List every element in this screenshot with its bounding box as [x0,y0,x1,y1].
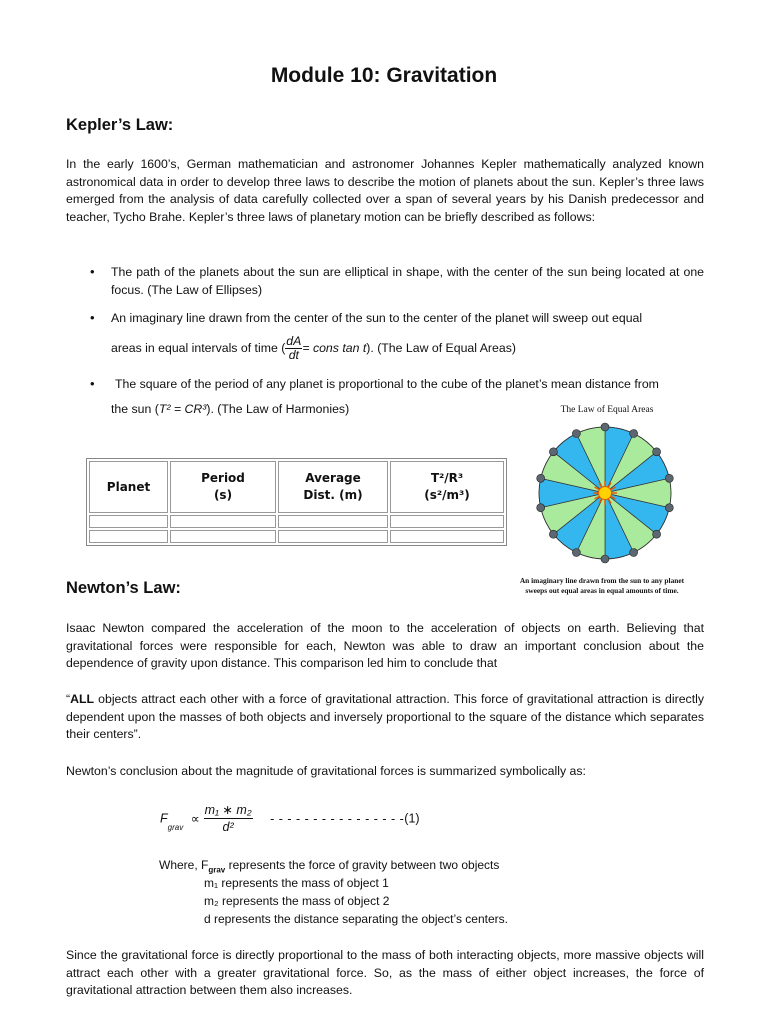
planet-marker [549,448,557,456]
caption-line: An imaginary line drawn from the sun to any planet [519,576,685,585]
kepler-law-harmonies-line2 [111,402,349,416]
planet-marker [653,530,661,538]
figure-caption [500,576,704,596]
bullet-marker: • [90,376,95,391]
fraction-denominator: d² [222,820,234,834]
planet-marker [549,530,557,538]
text: represents the force of gravity between two objects [225,858,500,872]
table-cell [89,515,168,528]
header-cell-ratio [390,461,504,513]
equation-number: (1) [404,811,420,826]
fraction-numerator: dA [286,334,302,348]
header-label: Average [305,471,361,485]
kepler-law-ellipses: The path of the planets about the sun are elliptical in shape, with the center of the sun being located at one focus. (The Law of Ellipses) [111,265,704,297]
gravitation-formula [160,802,420,835]
figure-title: The Law of Equal Areas [560,405,654,415]
table-row [89,530,504,543]
newton-summary: Newton’s conclusion about the magnitude of gravitational forces is summarized symbolically as: [66,764,586,778]
quote-text: objects attract each other with a force of gravitational attraction. This force of gravitational attraction is directly dependent upon the masses of both objects and inversely proportional to the square of the distance which separates their centers”. [66,692,704,742]
formula-subscript: grav [167,822,184,832]
sun-icon [599,487,612,500]
text: Where, F [159,858,209,872]
header-cell-distance [278,461,388,513]
text: the sun ( [111,402,159,416]
kepler-law-areas-line1: An imaginary line drawn from the center of the sun to the center of the planet will sweep out equal [111,311,643,325]
planet-marker [601,423,609,431]
table-cell [390,530,504,543]
planet-marker [572,430,580,438]
header-unit: (s²/m³) [424,488,470,502]
header-cell-period [170,461,276,513]
table-cell [278,530,388,543]
header-label: Period [201,471,245,485]
where-line-2: m₁ represents the mass of object 1 [204,876,389,890]
planet-marker [665,474,673,482]
newton-heading: Newton’s Law: [66,579,181,597]
planet-marker [630,549,638,557]
table-header-row [89,461,504,513]
table-row [89,515,504,528]
kepler-law-areas-line2 [111,335,516,362]
newton-closing: Since the gravitational force is directly proportional to the mass of both interacting objects, more massive objects will attract each other with a greater gravitational force. So, as the mass of either object increases, the force of gravitational attraction between them also increases. [66,948,704,998]
text: ). (The Law of Harmonies) [206,402,350,416]
planet-marker [665,504,673,512]
text: areas in equal intervals of time ( [111,340,286,355]
bullet-marker: • [90,310,95,325]
proportional-symbol: ∝ [190,812,200,826]
header-cell-planet [89,461,168,513]
text: ). (The Law of Equal Areas) [366,340,516,355]
table-cell [390,515,504,528]
kepler-intro: In the early 1600’s, German mathematician and astronomer Johannes Kepler mathematically analyzed known astronomical data in order to develop three laws to describe the motion of planets about the sun. Kepler’s three laws emerged from the analysis of data carefully collected over a span of several years by his Danish predecessor and teacher, Tycho Brahe. Kepler’s three laws of planetary motion can be briefly described as follows: [66,157,704,225]
planet-marker [572,549,580,557]
where-line-4: d represents the distance separating the object’s centers. [204,912,508,926]
bullet-marker: • [90,264,95,279]
header-unit: (s) [213,488,233,502]
subscript: grav [208,865,226,875]
page-title: Module 10: Gravitation [270,64,498,87]
harmonies-formula: T² = CR³ [158,402,207,416]
header-label: T²/R³ [430,471,464,485]
planet-marker [601,555,609,563]
leader-dashes: - - - - - - - - - - - - - - - - [270,811,405,826]
planet-marker [653,448,661,456]
newton-intro: Isaac Newton compared the acceleration of the moon to the acceleration of objects on earth. Believing that gravitational forces were responsible for each, Newton was able to draw an important conclusion about the dependence of gravity upon distance. This comparison led him to conclude that [66,621,704,671]
newton-quote [66,691,704,744]
formula-lhs: F [160,811,168,826]
planet-marker [537,504,545,512]
caption-line: sweeps out equal areas in equal amounts of time. [525,586,679,595]
equal-areas-diagram [515,415,695,575]
where-line-3: m₂ represents the mass of object 2 [204,894,390,908]
planet-data-table [86,458,507,546]
kepler-heading: Kepler’s Law: [66,116,174,134]
da-dt-fraction [285,335,302,362]
planet-marker [537,474,545,482]
table-cell [170,515,276,528]
formula-fraction [204,802,253,835]
quote-emphasis: ALL [70,692,95,706]
fraction-numerator: m₁ ∗ m₂ [204,803,252,817]
kepler-law-harmonies-line1: The square of the period of any planet is proportional to the cube of the planet’s mean distance from [115,377,659,391]
table-cell [278,515,388,528]
planet-marker [630,430,638,438]
quote-mark: “ [66,692,71,706]
table-cell [89,530,168,543]
table-cell [170,530,276,543]
fraction-denominator: dt [288,348,299,362]
header-label: Planet [106,479,151,494]
header-unit: Dist. (m) [303,488,363,502]
equation-rhs: = cons tan t [302,340,367,355]
